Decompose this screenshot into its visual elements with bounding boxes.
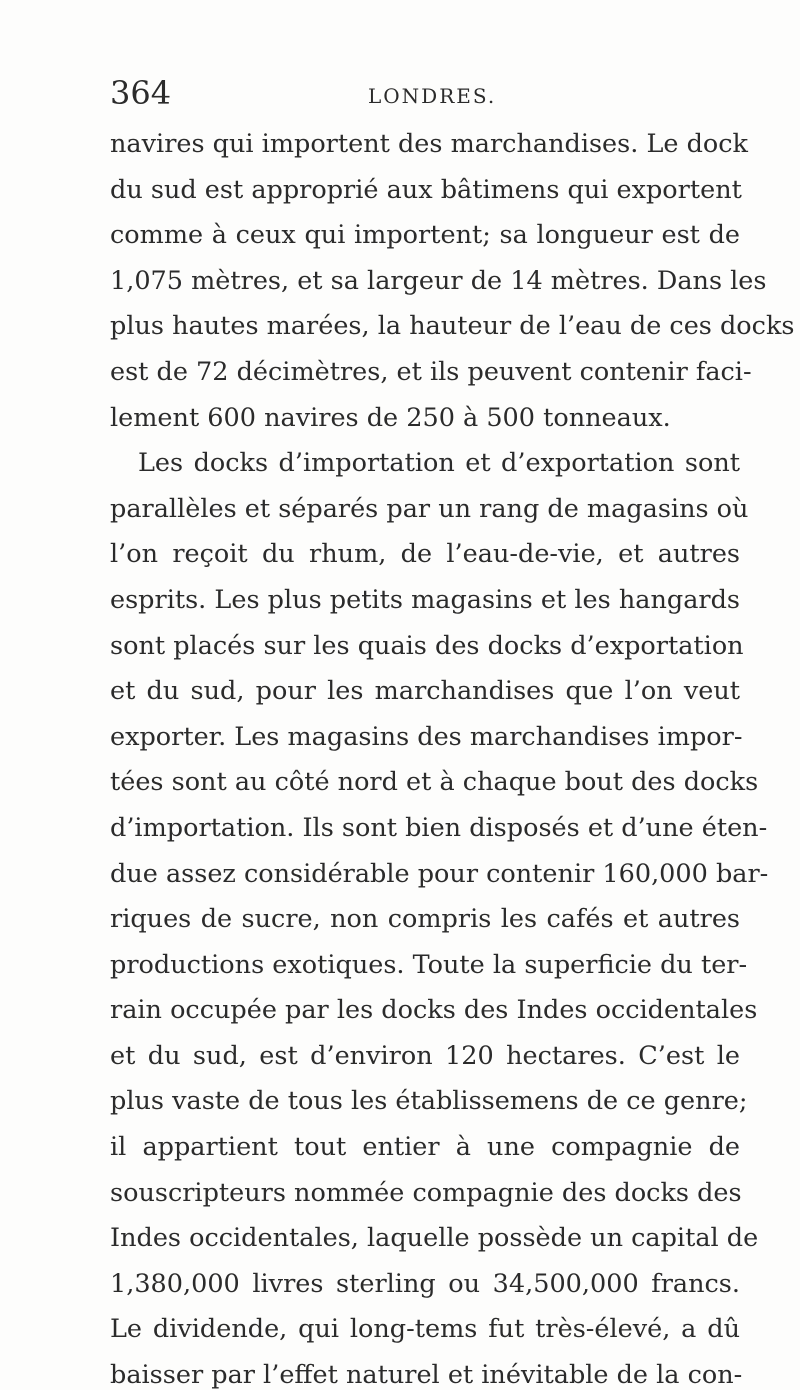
text-line: plus vaste de tous les établissemens de ce genre; xyxy=(110,1086,748,1117)
text-line: d’importation. Ils sont bien disposés et d’une éten- xyxy=(110,812,768,843)
text-line: souscripteurs nommée compagnie des docks des xyxy=(110,1177,742,1208)
text-line: riques de sucre, non compris les cafés et autres xyxy=(110,904,740,935)
text-line: baisser par l’effet naturel et inévitable de la con- xyxy=(110,1360,743,1391)
text-line: comme à ceux qui importent; sa longueur est de xyxy=(110,220,740,251)
text-line: due assez considérable pour contenir 160,000 bar- xyxy=(110,858,769,889)
text-line: exporter. Les magasins des marchandises impor- xyxy=(110,721,743,752)
text-line: tées sont au côté nord et à chaque bout des docks xyxy=(110,767,759,798)
text-line: et du sud, est d’environ 120 hectares. C’est le xyxy=(110,1040,740,1071)
text-line: Le dividende, qui long-tems fut très-élevé, a dû xyxy=(110,1314,740,1345)
text-line: il appartient tout entier à une compagnie de xyxy=(110,1132,740,1163)
text-line: lement 600 navires de 250 à 500 tonneaux. xyxy=(110,402,671,433)
running-head: LONDRES. xyxy=(368,84,497,108)
text-line: l’on reçoit du rhum, de l’eau-de-vie, et autres xyxy=(110,539,740,570)
text-line: est de 72 décimètres, et ils peuvent contenir faci- xyxy=(110,356,752,387)
text-line: productions exotiques. Toute la superficie du ter- xyxy=(110,949,748,980)
page-number: 364 xyxy=(110,74,172,112)
text-line: rain occupée par les docks des Indes occidentales xyxy=(110,995,758,1026)
text-line: sont placés sur les quais des docks d’exportation xyxy=(110,630,744,661)
body-text xyxy=(110,122,795,1399)
text-line: et du sud, pour les marchandises que l’on veut xyxy=(110,676,740,707)
text-line: 1,380,000 livres sterling ou 34,500,000 francs. xyxy=(110,1268,740,1299)
page-header xyxy=(110,74,730,114)
text-line: Les docks d’importation et d’exportation sont xyxy=(138,448,740,479)
text-line: Indes occidentales, laquelle possède un capital de xyxy=(110,1223,759,1254)
text-line: plus hautes marées, la hauteur de l’eau de ces docks xyxy=(110,311,795,342)
text-line: navires qui importent des marchandises. Le dock xyxy=(110,129,748,159)
text-line: du sud est approprié aux bâtimens qui exportent xyxy=(110,174,742,205)
text-line: parallèles et séparés par un rang de magasins où xyxy=(110,493,749,524)
text-line: esprits. Les plus petits magasins et les hangards xyxy=(110,584,740,615)
text-line: 1,075 mètres, et sa largeur de 14 mètres. Dans les xyxy=(110,265,767,296)
